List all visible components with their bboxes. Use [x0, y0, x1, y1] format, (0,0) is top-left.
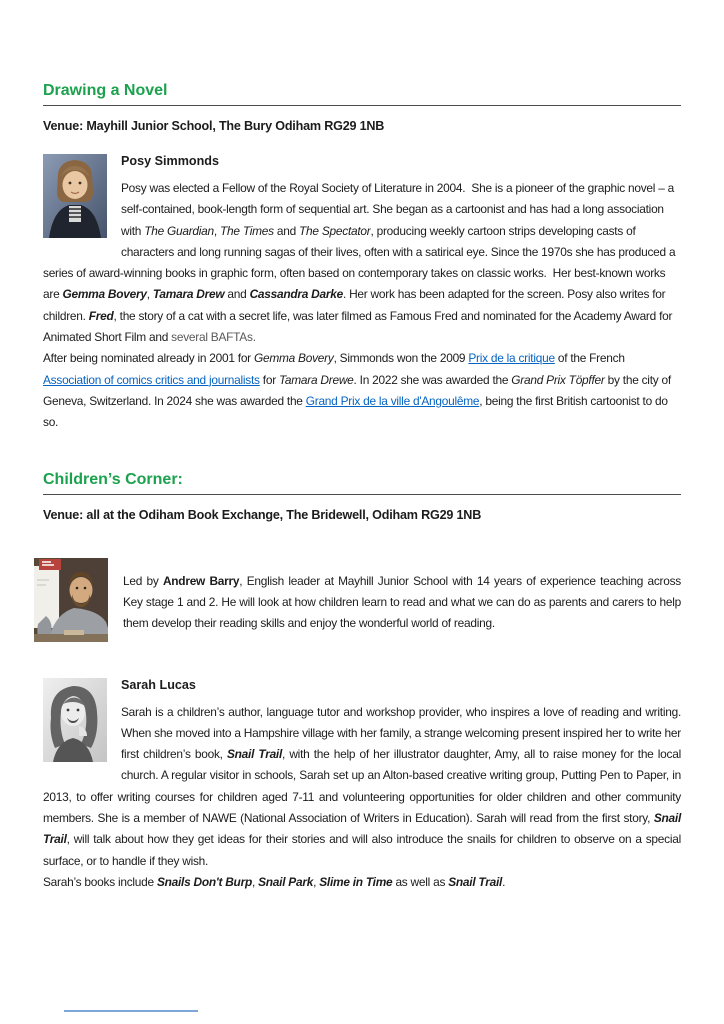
text-run: Snail Trail — [43, 811, 681, 847]
sarah-bio-paragraph — [43, 702, 681, 872]
text-run: After being nominated already in 2001 for — [43, 351, 254, 366]
text-run: Andrew Barry — [162, 573, 240, 588]
bottom-blue-line — [64, 1010, 198, 1012]
text-run: , — [313, 874, 320, 889]
text-run: Posy was elected a Fellow of the Royal Society of Literature in 2004. She is a pioneer of the graphic novel – a self-contained, book-length form of sequential art. She began as a cartoonist and has had a long association with — [121, 181, 674, 238]
posy-simmonds-photo — [43, 154, 107, 238]
text-run: Gemma Bovery — [62, 287, 147, 302]
text-run: by the city of Geneva, Switzerland. In 2024 she was awarded the — [43, 372, 671, 408]
text-run: , with the help of her illustrator daughter, Amy, all to raise money for the local church. A regular visitor in schools, Sarah set up an Alton-based creative writing group, Putting Pen to Paper, in 2013, to offer writing courses for children aged 7-11 and volunteering opportunities for older children and other community members. She is a member of NAWE (National Association of Writers in Education). Sarah will read from the first story, — [43, 747, 681, 826]
posy-awards-paragraph — [43, 348, 681, 433]
text-run: The Spectator — [299, 223, 371, 238]
prix-de-la-critique-link[interactable]: Prix de la critique — [468, 351, 555, 366]
text-run: , — [146, 287, 153, 302]
text-run: Snails Don't Burp — [156, 874, 252, 889]
text-run: Snail Trail — [448, 874, 503, 889]
text-run: for — [259, 372, 279, 387]
text-run: The Guardian — [144, 223, 214, 238]
sarah-lucas-section — [43, 676, 681, 872]
posy-simmonds-section — [43, 152, 681, 348]
text-run: Cassandra Darke — [249, 287, 343, 302]
posy-simmonds-photo-image — [43, 154, 107, 238]
text-run: Slime in Time — [319, 874, 393, 889]
text-run: Sarah is a children’s author, language tutor and workshop provider, who inspires a love of reading and writing. When she moved into a Hampshire village with her family, a strange welcoming present inspired her to write her first children’s book, — [121, 704, 681, 762]
text-run: , Simmonds won the 2009 — [333, 351, 469, 366]
association-comics-critics-link[interactable]: Association of comics critics and journalists — [43, 372, 260, 387]
section-childrens-corner — [43, 470, 681, 894]
andrew-intro-paragraph — [43, 558, 681, 635]
text-run: Gemma Bovery — [253, 351, 334, 366]
sarah-lucas-name: Sarah Lucas — [121, 677, 196, 692]
text-run: Fred — [88, 308, 114, 323]
text-run: and — [273, 223, 300, 238]
text-run: Grand Prix Töpffer — [511, 372, 605, 387]
venue-line-odiham: Venue: all at the Odiham Book Exchange, The Bridewell, Odiham RG29 1NB — [43, 507, 482, 522]
text-run: Snail Trail — [226, 747, 283, 762]
text-run: , English leader at Mayhill Junior School with 14 years of experience teaching across Key stage 1 and 2. He will look at how children learn to read and what we can do as parents and carers to help them develop their reading skills and enjoy the wonderful world of reading. — [123, 573, 681, 631]
sarah-books-paragraph — [43, 872, 681, 893]
grand-prix-angouleme-link[interactable]: Grand Prix de la ville d'Angoulême — [305, 393, 480, 408]
text-run: several BAFTAs. — [171, 330, 256, 345]
text-run: , producing weekly cartoon strips developing casts of characters and long running sagas of their lives, often with a satirical eye. Since the 1970s she has produced a series of award-winning books in graphic form, often based on contemporary takes on classic works. Her best-known works are — [43, 223, 676, 302]
text-run: , being the first British cartoonist to do so. — [43, 393, 668, 430]
text-run: , will talk about how they get ideas for their stories and will also introduce the snails for children to observe on a special surface, or to handle if they wish. — [43, 832, 681, 868]
text-run: as well as — [392, 874, 449, 889]
text-run: The Times — [220, 223, 274, 238]
sarah-lucas-photo-image — [43, 678, 107, 762]
posy-bio-paragraph — [43, 178, 681, 348]
text-run: . Her work has been adapted for the screen. Posy also writes for children. — [43, 287, 666, 323]
text-run: of the French — [554, 351, 625, 366]
text-run: Led by — [123, 573, 163, 588]
venue-line-mayhill: Venue: Mayhill Junior School, The Bury Odiham RG29 1NB — [43, 119, 385, 133]
text-run: , the story of a cat with a secret life, was later filmed as Famous Fred and nominated for the Academy Award for Animated Short Film and — [43, 308, 673, 345]
text-run: Sarah’s books include — [43, 874, 157, 889]
sarah-lucas-photo — [43, 678, 107, 762]
text-run: . In 2022 she was awarded the — [353, 372, 512, 387]
text-run: and — [224, 287, 250, 302]
text-run: , — [213, 223, 221, 238]
drawing-a-novel-heading: Drawing a Novel — [43, 81, 681, 106]
text-run: Snail Park — [258, 874, 314, 889]
andrew-barry-photo-image — [34, 558, 108, 642]
text-run: Tamara Drew — [152, 287, 225, 302]
text-run: . — [502, 874, 506, 889]
andrew-barry-photo — [34, 558, 108, 642]
text-run: , — [251, 874, 259, 889]
section-drawing-a-novel — [43, 81, 681, 434]
childrens-corner-heading: Children’s Corner: — [43, 470, 681, 495]
text-run: Tamara Drewe — [278, 372, 354, 387]
posy-simmonds-name: Posy Simmonds — [121, 154, 219, 168]
andrew-barry-section — [43, 558, 681, 646]
